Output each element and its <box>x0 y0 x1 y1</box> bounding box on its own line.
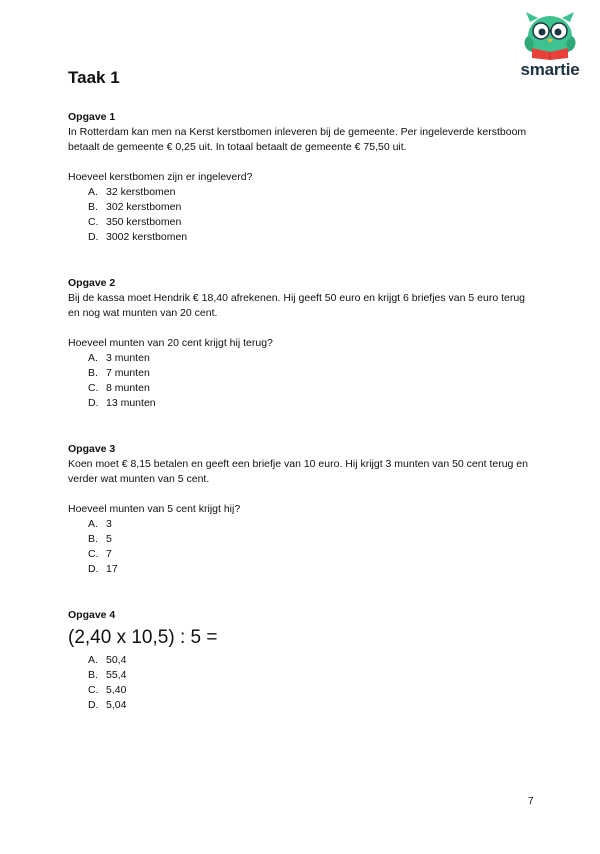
option-text: 55,4 <box>106 669 127 681</box>
option-text: 8 munten <box>106 382 150 394</box>
option-text: 7 munten <box>106 367 150 379</box>
answer-option-a[interactable] <box>68 653 538 668</box>
answer-options <box>68 517 538 577</box>
opgave-3 <box>68 442 538 577</box>
answer-options <box>68 185 538 245</box>
opgave-text-line: verder wat munten van 5 cent. <box>68 473 210 485</box>
option-letter: D. <box>88 397 99 409</box>
page-title: Taak 1 <box>68 68 120 87</box>
option-letter: A. <box>88 352 98 364</box>
opgave-title: Opgave 4 <box>68 609 116 621</box>
opgave-1 <box>68 110 538 245</box>
opgave-title: Opgave 1 <box>68 111 116 123</box>
answer-option-c[interactable] <box>68 215 538 230</box>
opgave-text-line: betaalt de gemeente € 0,25 uit. In totaal betaalt de gemeente € 75,50 uit. <box>68 141 407 153</box>
opgave-text-line: Bij de kassa moet Hendrik € 18,40 afrekenen. Hij geeft 50 euro en krijgt 6 briefjes van 5 euro terug <box>68 292 526 304</box>
answer-option-c[interactable] <box>68 381 538 396</box>
option-text: 5,40 <box>106 684 127 696</box>
answer-option-a[interactable] <box>68 351 538 366</box>
answer-option-c[interactable] <box>68 683 538 698</box>
option-letter: C. <box>88 216 99 228</box>
answer-option-d[interactable] <box>68 230 538 245</box>
option-letter: B. <box>88 669 98 681</box>
answer-option-a[interactable] <box>68 517 538 532</box>
answer-option-b[interactable] <box>68 366 538 381</box>
option-text: 3 <box>106 518 112 530</box>
opgave-text-line: In Rotterdam kan men na Kerst kerstbomen inleveren bij de gemeente. Per ingeleverde kerstboom <box>68 126 527 138</box>
option-text: 50,4 <box>106 654 127 666</box>
option-letter: A. <box>88 186 98 198</box>
option-letter: B. <box>88 533 98 545</box>
option-text: 302 kerstbomen <box>106 201 182 213</box>
option-letter: D. <box>88 231 99 243</box>
answer-option-b[interactable] <box>68 200 538 215</box>
option-letter: B. <box>88 367 98 379</box>
option-text: 17 <box>106 563 118 575</box>
option-letter: D. <box>88 699 99 711</box>
answer-option-d[interactable] <box>68 562 538 577</box>
option-letter: C. <box>88 684 99 696</box>
opgave-2 <box>68 276 538 411</box>
option-text: 350 kerstbomen <box>106 216 182 228</box>
option-text: 7 <box>106 548 112 560</box>
option-letter: C. <box>88 548 99 560</box>
option-letter: A. <box>88 654 98 666</box>
opgave-4 <box>68 608 538 713</box>
smartie-logo <box>512 12 588 82</box>
answer-options <box>68 351 538 411</box>
option-text: 3002 kerstbomen <box>106 231 188 243</box>
option-letter: A. <box>88 518 98 530</box>
option-letter: D. <box>88 563 99 575</box>
owl-icon <box>522 12 578 60</box>
opgave-text-line: Koen moet € 8,15 betalen en geeft een briefje van 10 euro. Hij krijgt 3 munten van 50 cent terug en <box>68 458 528 470</box>
question-text: Hoeveel kerstbomen zijn er ingeleverd? <box>68 171 253 183</box>
answer-option-c[interactable] <box>68 547 538 562</box>
opgave-title: Opgave 2 <box>68 277 116 289</box>
option-letter: C. <box>88 382 99 394</box>
option-text: 5 <box>106 533 112 545</box>
option-text: 13 munten <box>106 397 156 409</box>
formula-text: (2,40 x 10,5) : 5 = <box>68 627 218 648</box>
question-text: Hoeveel munten van 20 cent krijgt hij terug? <box>68 337 273 349</box>
logo-text: smartie <box>520 60 580 79</box>
answer-option-d[interactable] <box>68 698 538 713</box>
answer-option-d[interactable] <box>68 396 538 411</box>
opgave-title: Opgave 3 <box>68 443 116 455</box>
question-text: Hoeveel munten van 5 cent krijgt hij? <box>68 503 241 515</box>
option-letter: B. <box>88 201 98 213</box>
answer-option-a[interactable] <box>68 185 538 200</box>
page-number: 7 <box>528 796 534 807</box>
answer-option-b[interactable] <box>68 532 538 547</box>
option-text: 5,04 <box>106 699 127 711</box>
answer-option-b[interactable] <box>68 668 538 683</box>
option-text: 3 munten <box>106 352 150 364</box>
option-text: 32 kerstbomen <box>106 186 176 198</box>
opgave-text-line: en nog wat munten van 20 cent. <box>68 307 218 319</box>
answer-options <box>68 653 538 713</box>
